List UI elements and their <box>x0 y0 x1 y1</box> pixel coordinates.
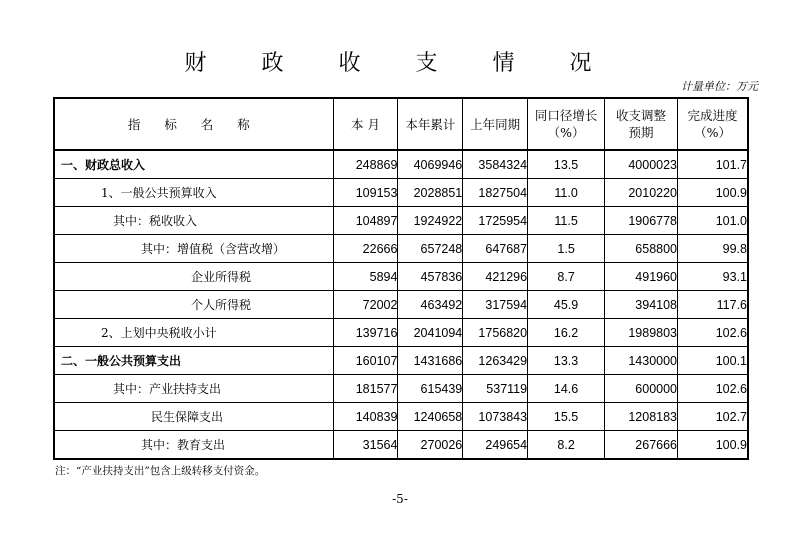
cell-month: 109153 <box>333 179 398 207</box>
cell-ytd: 2041094 <box>398 319 463 347</box>
cell-last-year: 1725954 <box>463 207 528 235</box>
page-number: -5- <box>392 492 408 506</box>
header-growth-line2: （%） <box>547 125 585 140</box>
row-name: 其中：增值税（含营改增） <box>54 235 333 263</box>
cell-last-year: 317594 <box>463 291 528 319</box>
cell-adjusted: 267666 <box>605 431 678 460</box>
cell-last-year: 1263429 <box>463 347 528 375</box>
cell-last-year: 647687 <box>463 235 528 263</box>
row-name: 个人所得税 <box>54 291 333 319</box>
cell-month: 160107 <box>333 347 398 375</box>
cell-growth: 13.5 <box>528 150 605 179</box>
cell-ytd: 463492 <box>398 291 463 319</box>
cell-growth: 11.5 <box>528 207 605 235</box>
row-name: 企业所得税 <box>54 263 333 291</box>
cell-month: 31564 <box>333 431 398 460</box>
cell-growth: 1.5 <box>528 235 605 263</box>
cell-adjusted: 1989803 <box>605 319 678 347</box>
cell-progress: 99.8 <box>678 235 748 263</box>
cell-ytd: 1431686 <box>398 347 463 375</box>
cell-month: 5894 <box>333 263 398 291</box>
cell-progress: 93.1 <box>678 263 748 291</box>
cell-growth: 14.6 <box>528 375 605 403</box>
table-row <box>54 179 748 207</box>
footnote: 注：“产业扶持支出”包含上级转移支付资金。 <box>55 465 266 477</box>
cell-progress: 100.9 <box>678 431 748 460</box>
cell-month: 181577 <box>333 375 398 403</box>
cell-adjusted: 2010220 <box>605 179 678 207</box>
table-row <box>54 150 748 179</box>
cell-growth: 45.9 <box>528 291 605 319</box>
cell-growth: 15.5 <box>528 403 605 431</box>
row-name: 民生保障支出 <box>54 403 333 431</box>
header-progress-line1: 完成进度 <box>687 108 738 123</box>
cell-adjusted: 600000 <box>605 375 678 403</box>
cell-ytd: 657248 <box>398 235 463 263</box>
cell-last-year: 1073843 <box>463 403 528 431</box>
row-name: 一、财政总收入 <box>54 150 333 179</box>
cell-last-year: 1827504 <box>463 179 528 207</box>
header-progress-line2: （%） <box>694 125 731 140</box>
cell-growth: 16.2 <box>528 319 605 347</box>
cell-month: 139716 <box>333 319 398 347</box>
cell-adjusted: 1208183 <box>605 403 678 431</box>
header-adjusted-expectation <box>605 98 678 150</box>
cell-ytd: 4069946 <box>398 150 463 179</box>
fiscal-table <box>53 97 749 460</box>
cell-adjusted: 1430000 <box>605 347 678 375</box>
page-title: 财 政 收 支 情 况 <box>184 51 616 76</box>
cell-last-year: 1756820 <box>463 319 528 347</box>
table-row <box>54 431 748 460</box>
header-growth-rate <box>528 98 605 150</box>
cell-ytd: 1924922 <box>398 207 463 235</box>
cell-month: 22666 <box>333 235 398 263</box>
cell-ytd: 2028851 <box>398 179 463 207</box>
cell-month: 140839 <box>333 403 398 431</box>
row-name: 其中：产业扶持支出 <box>54 375 333 403</box>
unit-label: 计量单位：万元 <box>681 80 758 93</box>
table-row <box>54 291 748 319</box>
cell-ytd: 270026 <box>398 431 463 460</box>
cell-progress: 117.6 <box>678 291 748 319</box>
table-row <box>54 235 748 263</box>
row-name: 二、一般公共预算支出 <box>54 347 333 375</box>
header-completion-progress <box>678 98 748 150</box>
table-row <box>54 263 748 291</box>
cell-progress: 102.6 <box>678 375 748 403</box>
table-row <box>54 403 748 431</box>
header-adjusted-line2: 预期 <box>628 125 654 140</box>
cell-progress: 100.9 <box>678 179 748 207</box>
table-row <box>54 207 748 235</box>
header-growth-line1: 同口径增长 <box>534 108 598 123</box>
cell-last-year: 249654 <box>463 431 528 460</box>
cell-growth: 8.2 <box>528 431 605 460</box>
cell-adjusted: 658800 <box>605 235 678 263</box>
cell-last-year: 3584324 <box>463 150 528 179</box>
row-name: 1、一般公共预算收入 <box>54 179 333 207</box>
table-row <box>54 347 748 375</box>
cell-progress: 100.1 <box>678 347 748 375</box>
header-year-to-date: 本年累计 <box>398 98 463 150</box>
table-header-row <box>54 98 748 150</box>
header-last-year-same-period: 上年同期 <box>463 98 528 150</box>
row-name: 2、上划中央税收小计 <box>54 319 333 347</box>
cell-month: 104897 <box>333 207 398 235</box>
cell-progress: 102.6 <box>678 319 748 347</box>
cell-adjusted: 491960 <box>605 263 678 291</box>
cell-last-year: 421296 <box>463 263 528 291</box>
row-name: 其中：税收收入 <box>54 207 333 235</box>
cell-month: 248869 <box>333 150 398 179</box>
cell-ytd: 615439 <box>398 375 463 403</box>
cell-growth: 8.7 <box>528 263 605 291</box>
cell-month: 72002 <box>333 291 398 319</box>
table-row <box>54 319 748 347</box>
header-adjusted-line1: 收支调整 <box>616 108 667 123</box>
cell-ytd: 1240658 <box>398 403 463 431</box>
cell-ytd: 457836 <box>398 263 463 291</box>
cell-adjusted: 1906778 <box>605 207 678 235</box>
cell-adjusted: 394108 <box>605 291 678 319</box>
table-row <box>54 375 748 403</box>
cell-last-year: 537119 <box>463 375 528 403</box>
header-current-month: 本 月 <box>333 98 398 150</box>
row-name: 其中：教育支出 <box>54 431 333 460</box>
cell-progress: 102.7 <box>678 403 748 431</box>
header-indicator-name: 指 标 名 称 <box>54 98 333 150</box>
cell-growth: 13.3 <box>528 347 605 375</box>
cell-adjusted: 4000023 <box>605 150 678 179</box>
cell-growth: 11.0 <box>528 179 605 207</box>
cell-progress: 101.0 <box>678 207 748 235</box>
cell-progress: 101.7 <box>678 150 748 179</box>
